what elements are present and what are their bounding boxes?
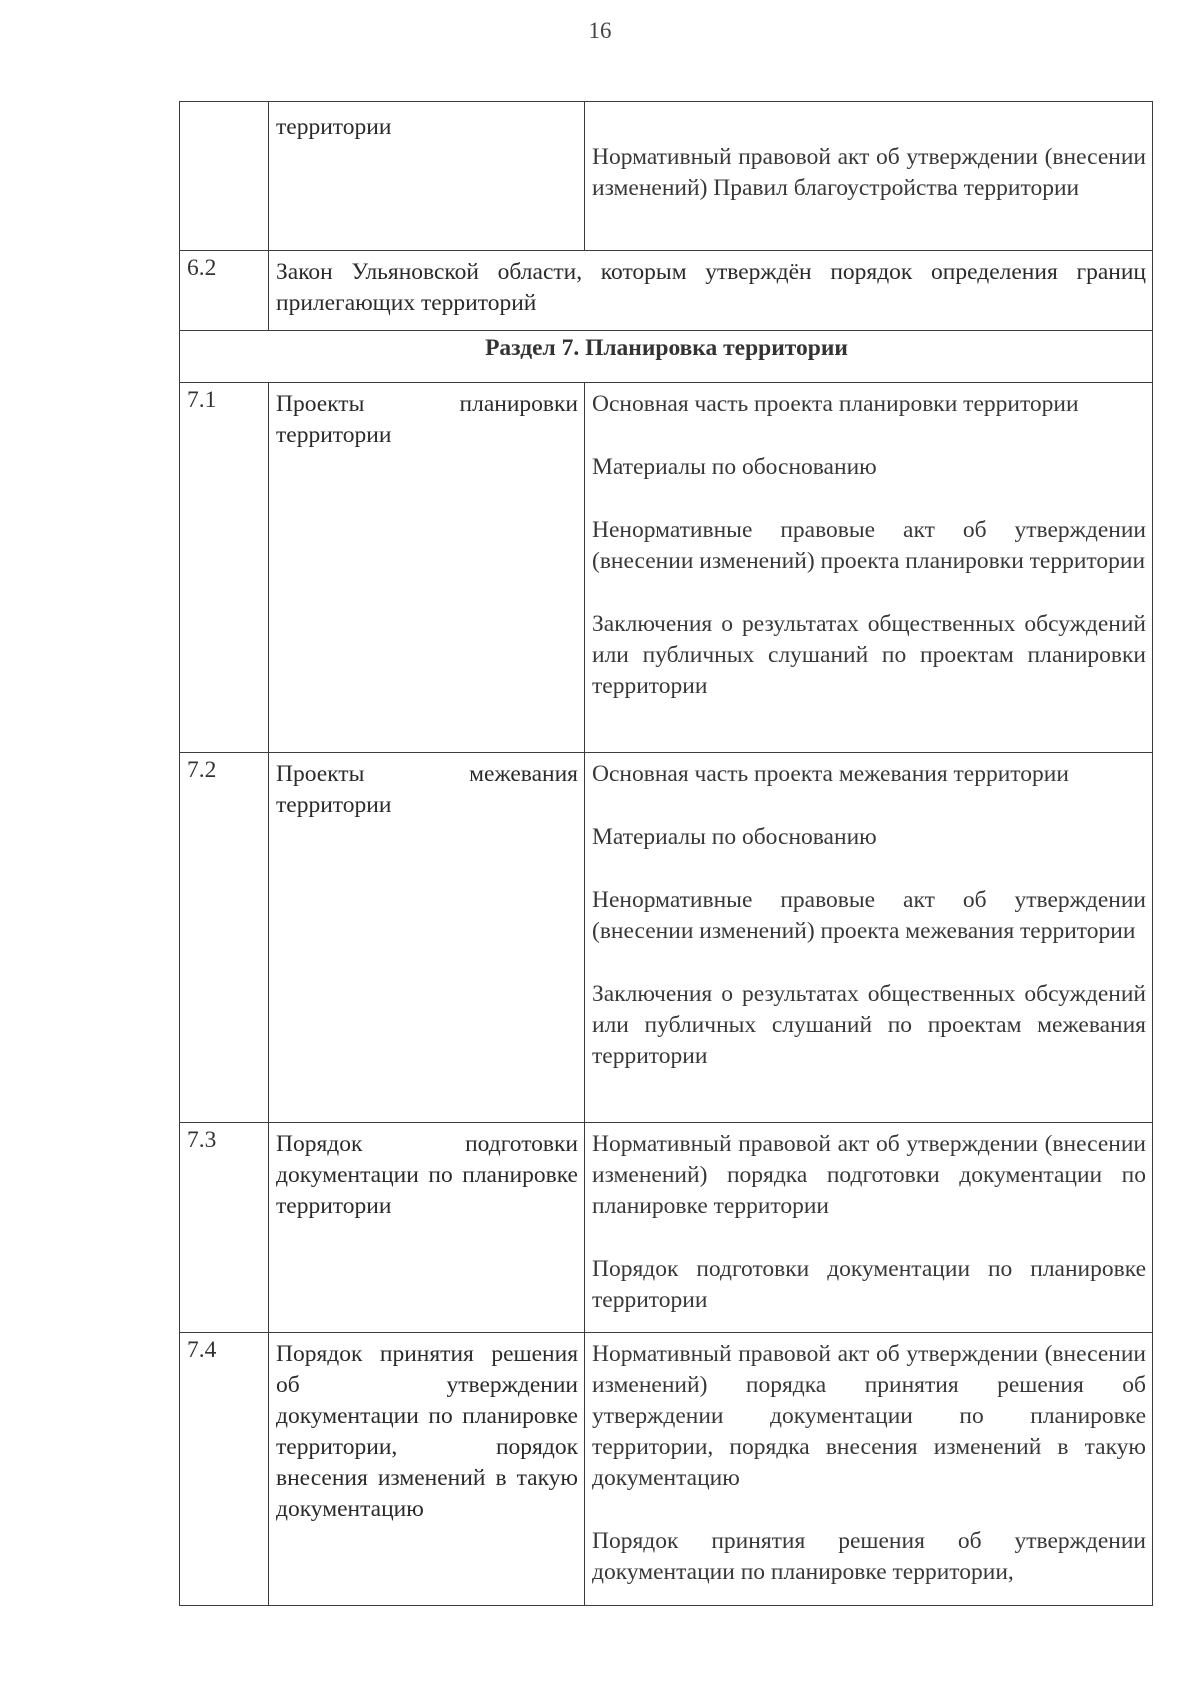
row-subject-cell xyxy=(269,1333,585,1606)
document-item: Основная часть проекта планировки территории xyxy=(592,391,1079,417)
document-item: Нормативный правовой акт об утверждении (внесении изменений) Правил благоустройства территории xyxy=(592,144,1146,201)
row-documents-cell xyxy=(585,753,1153,1123)
document-item: Порядок принятия решения об утверждении документации по планировке территории, xyxy=(592,1528,1146,1585)
row-number-cell: 7.2 xyxy=(180,753,269,1123)
row-merged-cell xyxy=(269,251,1153,331)
document-item: Материалы по обоснованию xyxy=(592,824,877,850)
document-item: Нормативный правовой акт об утверждении (внесении изменений) порядка принятия решения об утверждении документации по планировке территории, порядка внесения изменений в такую документацию xyxy=(592,1341,1146,1491)
row-number-cell xyxy=(180,102,269,251)
row-subject-text: Порядок подготовки документации по планировке территории xyxy=(276,1131,578,1219)
row-documents-cell xyxy=(585,102,1153,251)
document-item: Заключения о результатах общественных обсуждений или публичных слушаний по проектам межевания территории xyxy=(592,981,1146,1069)
row-subject-cell xyxy=(269,753,585,1123)
document-item: Ненормативные правовые акт об утверждении (внесении изменений) проекта межевания территории xyxy=(592,887,1146,944)
row-subject-cell xyxy=(269,383,585,753)
table-row xyxy=(180,383,1153,753)
row-number-cell: 6.2 xyxy=(180,251,269,331)
document-table xyxy=(179,101,1153,1606)
table-row xyxy=(180,251,1153,331)
section-title: Раздел 7. Планировка территории xyxy=(180,331,1153,383)
table-row xyxy=(180,1333,1153,1606)
row-subject-text: Проекты планировки территории xyxy=(276,391,578,448)
section-header-row xyxy=(180,331,1153,383)
document-item: Основная часть проекта межевания территории xyxy=(592,761,1069,787)
row-subject-text: Порядок принятия решения об утверждении документации по планировке территории, порядок внесения изменений в такую документацию xyxy=(276,1341,578,1522)
page-number: 16 xyxy=(588,18,612,43)
row-number-cell: 7.1 xyxy=(180,383,269,753)
row-subject-text: Проекты межевания территории xyxy=(276,761,578,818)
document-item: Ненормативные правовые акт об утверждении (внесении изменений) проекта планировки территории xyxy=(592,517,1146,574)
row-documents-cell xyxy=(585,1333,1153,1606)
row-subject-cell xyxy=(269,1123,585,1333)
row-subject-text: территории xyxy=(276,114,392,140)
document-item: Порядок подготовки документации по планировке территории xyxy=(592,1256,1146,1313)
row-number-cell: 7.3 xyxy=(180,1123,269,1333)
document-item: Заключения о результатах общественных обсуждений или публичных слушаний по проектам планировки территории xyxy=(592,611,1146,699)
table-row xyxy=(180,102,1153,251)
row-number-cell: 7.4 xyxy=(180,1333,269,1606)
row-subject-cell xyxy=(269,102,585,251)
row-documents-cell xyxy=(585,1123,1153,1333)
row-merged-text: Закон Ульяновской области, которым утверждён порядок определения границ прилегающих территорий xyxy=(276,259,1146,316)
document-item: Материалы по обоснованию xyxy=(592,454,877,480)
table-row xyxy=(180,1123,1153,1333)
table-row xyxy=(180,753,1153,1123)
document-item: Нормативный правовой акт об утверждении (внесении изменений) порядка подготовки документации по планировке территории xyxy=(592,1131,1146,1219)
row-documents-cell xyxy=(585,383,1153,753)
